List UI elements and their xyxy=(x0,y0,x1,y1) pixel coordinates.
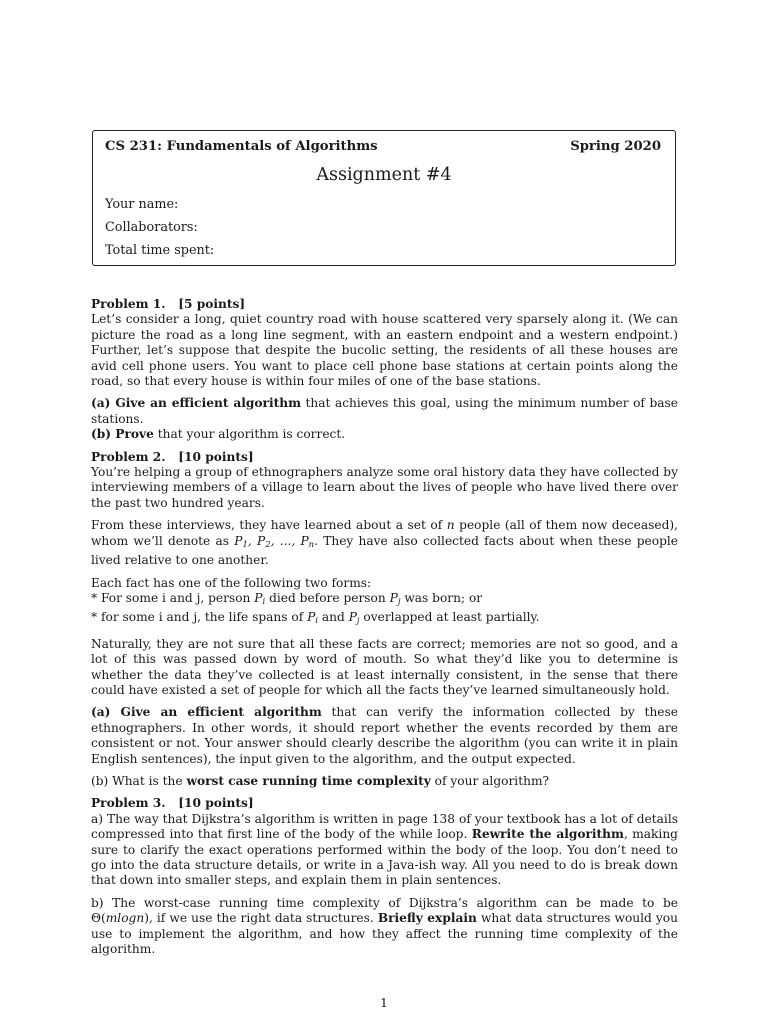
problem-1-body: Let’s consider a long, quiet country road with house scattered very sparsely along it. (We can picture the road as a long line segment, with an eastern endpoint and a western endpoint.) Further, let’s suppose that despite the bucolic setting, the residents of all these houses are avid cell phone users. You want to place cell phone base stations at certain points along the road, so that every house is within four miles of one of the base stations. xyxy=(91,312,678,389)
math-n: n xyxy=(446,518,455,533)
collaborators-field-label: Collaborators: xyxy=(105,220,198,235)
problem-1-title: Problem 1. xyxy=(91,297,166,311)
person-list-math: $P_1$, $P_2$, ..., $P_n$ xyxy=(234,533,315,550)
term-label: Spring 2020 xyxy=(570,139,661,154)
math-pj: $P_j$ xyxy=(389,590,401,607)
name-field-label: Your name: xyxy=(105,197,179,212)
page-number: 1 xyxy=(380,995,388,1010)
problem-3-part-a xyxy=(91,812,678,889)
problem-3-part-a-pre: a) The way that Dijkstra’s algorithm is written in page 138 of your textbook has a lot of details compressed into that first line of the body of the while loop. xyxy=(91,811,678,842)
math-pj: $P_j$ xyxy=(348,610,360,627)
fact-2-text-a: * for some i and j, the life spans of xyxy=(91,610,308,625)
fact-1-text-a: * For some i and j, person xyxy=(91,590,255,605)
problem-2-p2-text-b: people (all of them now deceased), whom we’ll denote as xyxy=(91,518,678,548)
facts-intro: Each fact has one of the following two forms: xyxy=(91,575,372,590)
math-mlogn: mlogn xyxy=(105,911,145,926)
problem-3-part-a-post: , making sure to clarify the exact operations performed within the body of the loop. You don’t need to go into the data structure details, or write in a Java-ish way. All you need to do is break down that down into smaller steps, and explain them in plain sentences. xyxy=(91,827,678,888)
problem-3-part-b-pre: b) The worst-case running time complexity of Dijkstra’s algorithm can be made to be Θ( xyxy=(91,895,678,926)
assignment-header-box xyxy=(92,130,676,266)
problem-2-paragraph-3 xyxy=(91,576,678,630)
problem-2-heading xyxy=(91,450,678,465)
time-spent-field-label: Total time spent: xyxy=(105,243,215,258)
problem-2-part-b-post: of your algorithm? xyxy=(430,773,550,788)
problem-1-part-a-label: (a) Give an efficient algorithm xyxy=(91,396,301,411)
problem-3-part-b-bold: Briefly explain xyxy=(377,911,477,926)
problem-3-part-b-mid: ), if we use the right data structures. xyxy=(144,911,378,926)
problem-2-paragraph-2 xyxy=(91,518,678,568)
problem-2-p2-text-a: From these interviews, they have learned about a set of xyxy=(91,518,447,533)
problem-2-points: [10 points] xyxy=(178,449,254,464)
problem-3-part-b-post: what data structures would you use to implement the algorithm, and how they affect the running time complexity of the algorithm. xyxy=(91,911,678,957)
problem-3-title: Problem 3. xyxy=(91,796,166,811)
fact-2-text-b: and xyxy=(318,610,349,625)
problem-2-part-b-pre: (b) What is the xyxy=(91,773,187,788)
problem-1-heading xyxy=(91,297,678,312)
problem-3-part-b xyxy=(91,896,678,958)
problem-2-part-a-text: that can verify the information collected by these ethnographers. In other words, it should report whether the events recorded by them are consistent or not. Your answer should clearly describe the algorithm (you can write it in plain English sentences), the input given to the algorithm, and the output expected. xyxy=(91,705,678,766)
problem-1-part-b-label: (b) Prove xyxy=(91,427,154,442)
math-pi: $P_i$ xyxy=(307,610,319,627)
problem-1-part-a-text: that achieves this goal, using the minimum number of base stations. xyxy=(91,396,678,426)
problem-2-title: Problem 2. xyxy=(91,449,166,464)
assignment-body xyxy=(91,297,678,964)
fact-1-text-c: was born; or xyxy=(400,590,483,605)
problem-3 xyxy=(91,796,678,957)
problem-2-part-b-bold: worst case running time complexity xyxy=(186,773,431,788)
problem-2-part-a-label: (a) Give an efficient algorithm xyxy=(91,705,322,720)
problem-1-part-a xyxy=(91,396,678,427)
fact-2-text-c: overlapped at least partially. xyxy=(359,610,540,625)
problem-2-part-a xyxy=(91,705,678,767)
problem-3-points: [10 points] xyxy=(178,796,254,811)
assignment-title: Assignment #4 xyxy=(316,165,452,185)
problem-2-p2-text-c: . They have also collected facts about when these people lived relative to one another. xyxy=(91,533,678,568)
problem-2-part-b xyxy=(91,774,678,789)
problem-2-paragraph-4: Naturally, they are not sure that all these facts are correct; memories are not so good, and a lot of this was passed down by word of mouth. So what they’d like you to determine is whether the data they’ve collected is at least internally consistent, in the sense that there could have existed a set of people for which all the facts they’ve learned simultaneously hold. xyxy=(91,636,678,697)
problem-3-part-a-bold: Rewrite the algorithm xyxy=(471,827,624,842)
problem-1-part-b-text: that your algorithm is correct. xyxy=(153,427,346,442)
course-title: CS 231: Fundamentals of Algorithms xyxy=(105,139,378,154)
problem-3-heading xyxy=(91,796,678,811)
problem-1-points: [5 points] xyxy=(178,297,246,311)
problem-1-part-b xyxy=(91,427,678,442)
problem-2-paragraph-1: You’re helping a group of ethnographers analyze some oral history data they have collected by interviewing members of a village to learn about the lives of people who have lived there over the past two hundred years. xyxy=(91,465,678,510)
problem-2 xyxy=(91,450,678,790)
math-pi: $P_i$ xyxy=(254,590,266,607)
problem-1 xyxy=(91,297,678,443)
fact-1-text-b: died before person xyxy=(265,590,390,605)
